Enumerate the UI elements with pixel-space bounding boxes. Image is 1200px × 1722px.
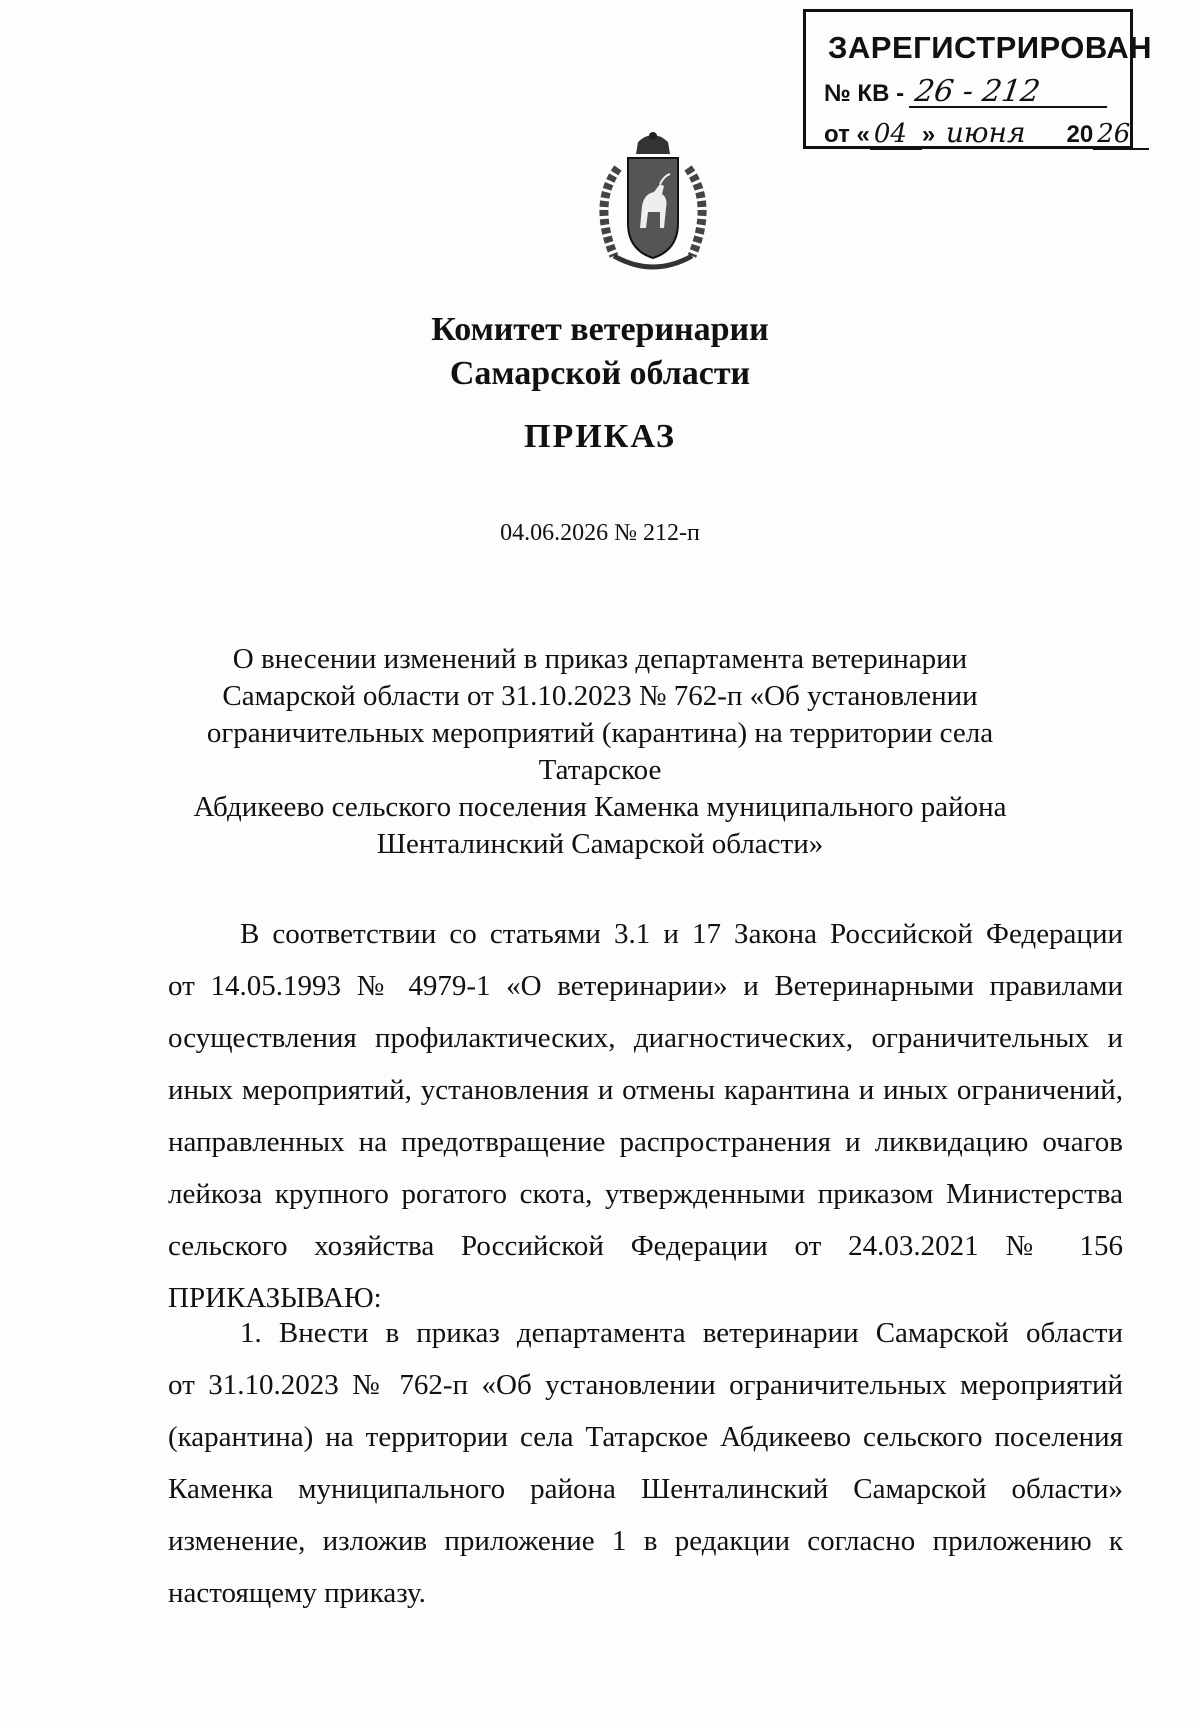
stamp-date-mid: »	[921, 121, 936, 148]
subject-line: О внесении изменений в приказ департамента ветеринарии	[232, 643, 968, 675]
stamp-title: ЗАРЕГИСТРИРОВАН	[828, 30, 1153, 65]
registration-stamp	[803, 9, 1153, 149]
organization-name	[0, 308, 1200, 396]
stamp-year-handwritten: 26	[1093, 120, 1149, 150]
body-line: сельского хозяйства Российской Федерации от 24.03.2021 № 156	[168, 1230, 1123, 1262]
subject-line: ограничительных мероприятий (карантина) на территории села Татарское	[206, 717, 994, 786]
document-date-number: 04.06.2026 № 212-п	[500, 520, 700, 546]
subject-line: Самарской области от 31.10.2023 № 762-п «Об установлении	[222, 680, 978, 712]
stamp-year-prefix: 20	[1066, 121, 1094, 148]
stamp-date-prefix: от «	[824, 121, 870, 148]
stamp-number-handwritten: 26 - 212	[909, 78, 1111, 108]
order-word: ПРИКАЗЫВАЮ:	[168, 1282, 382, 1314]
body-line: (карантина) на территории села Татарское Абдикеево сельского поселения	[168, 1421, 1123, 1453]
stamp-month-handwritten: июня	[942, 119, 1060, 149]
stamp-date-line	[824, 116, 1149, 150]
organization-name-line1: Комитет ветеринарии	[431, 311, 769, 348]
organization-name-line2: Самарской области	[449, 355, 751, 392]
document-type: ПРИКАЗ	[524, 418, 676, 455]
body-line: от 14.05.1993 № 4979-1 «О ветеринарии» и Ветеринарными правилами	[168, 970, 1123, 1002]
preamble-paragraph	[168, 908, 1123, 1324]
body-line: лейкоза крупного рогатого скота, утвержденными приказом Министерства	[168, 1178, 1123, 1210]
body-line: настоящему приказу.	[168, 1577, 426, 1609]
order-item-1	[168, 1307, 1123, 1619]
stamp-number-label: № КВ -	[824, 80, 905, 107]
subject-line: Шенталинский Самарской области»	[376, 828, 824, 860]
body-line: от 31.10.2023 № 762-п «Об установлении ограничительных мероприятий	[168, 1369, 1123, 1401]
body-line: Каменка муниципального района Шенталинский Самарской области»	[168, 1473, 1123, 1505]
coat-of-arms-samara-icon	[578, 128, 728, 278]
body-line: осуществления профилактических, диагностических, ограничительных и	[168, 1022, 1123, 1054]
body-line: изменение, изложив приложение 1 в редакции согласно приложению к	[168, 1525, 1123, 1557]
body-line: В соответствии со статьями 3.1 и 17 Закона Российской Федерации	[240, 918, 1123, 950]
stamp-day-handwritten: 04	[870, 120, 922, 150]
body-line: 1. Внести в приказ департамента ветеринарии Самарской области	[240, 1317, 1123, 1349]
body-line: направленных на предотвращение распространения и ликвидацию очагов	[168, 1126, 1123, 1158]
document-subject	[160, 641, 1040, 863]
stamp-number-line	[824, 74, 1109, 109]
body-line: иных мероприятий, установления и отмены карантина и иных ограничений,	[168, 1074, 1123, 1106]
subject-line: Абдикеево сельского поселения Каменка муниципального района	[193, 791, 1007, 823]
